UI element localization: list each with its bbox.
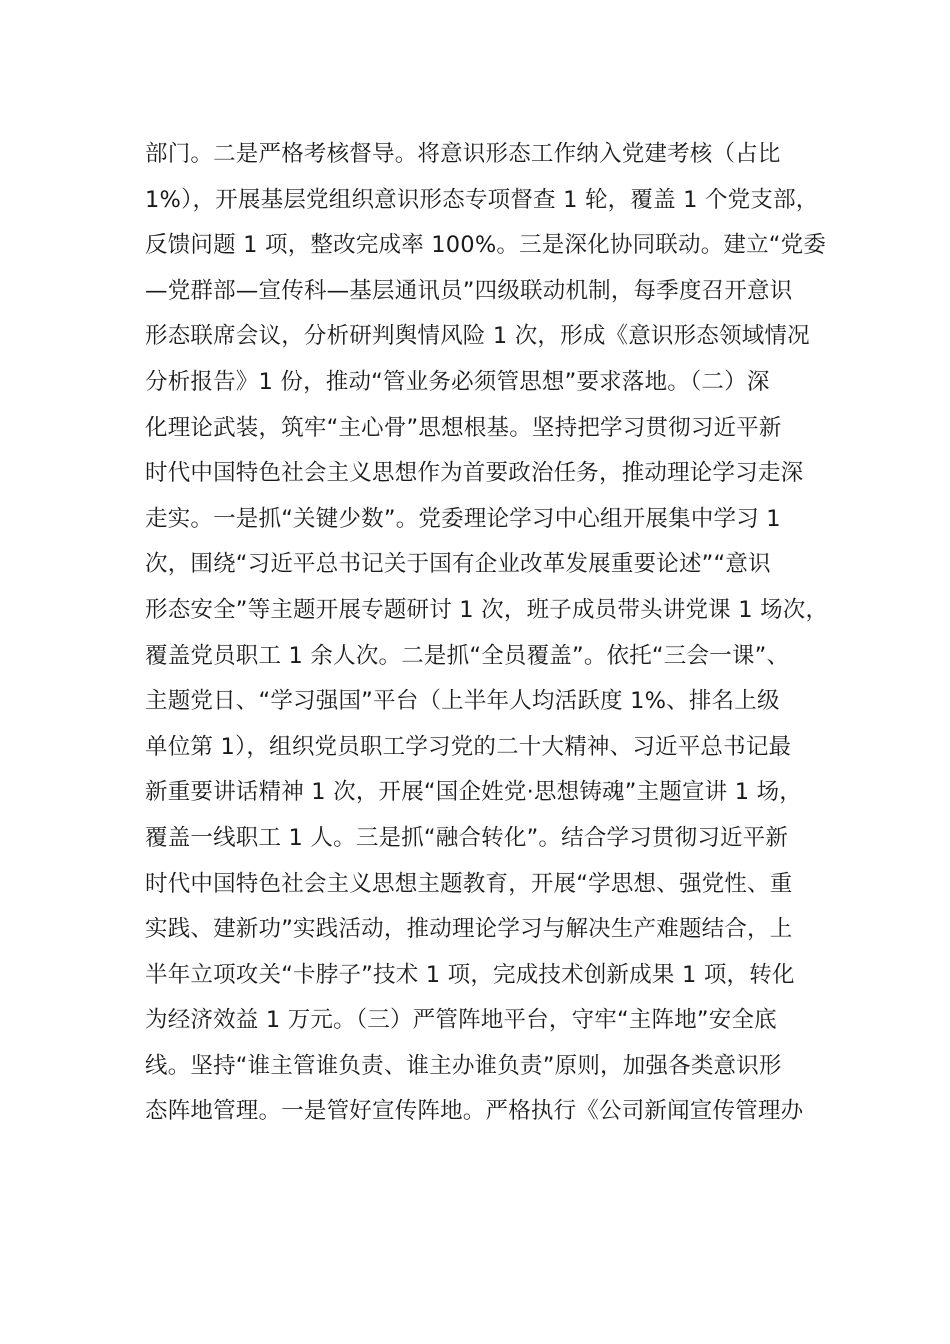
text-line: 化理论武装，筑牢“主心骨”思想根基。坚持把学习贯彻习近平新 [145, 414, 782, 441]
text-line: 时代中国特色社会主义思想作为首要政治任务，推动理论学习走深 [145, 460, 804, 487]
text-line: 次，围绕“习近平总书记关于国有企业改革发展重要论述”“意识 [145, 551, 771, 578]
text-line: 形态安全”等主题开展专题研讨 1 次，班子成员带头讲党课 1 场次， [145, 596, 829, 623]
text-line: 线。坚持“谁主管谁负责、谁主办谁负责”原则，加强各类意识形 [145, 1052, 782, 1079]
text-line: 时代中国特色社会主义思想主题教育，开展“学思想、强党性、重 [145, 870, 793, 897]
text-line: 1%），开展基层党组织意识形态专项督查 1 轮，覆盖 1 个党支部， [145, 186, 819, 213]
text-line: 分析报告》1 份，推动“管业务必须管思想”要求落地。（二）深 [145, 368, 770, 395]
text-line: 部门。二是严格考核督导。将意识形态工作纳入党建考核（占比 [145, 141, 781, 167]
text-line: 反馈问题 1 项，整改完成率 100%。三是深化协同联动。建立“党委 [145, 232, 827, 259]
text-line: 覆盖一线职工 1 人。三是抓“融合转化”。结合学习贯彻习近平新 [145, 824, 789, 851]
body-text [145, 132, 835, 1135]
text-line: 半年立项攻关“卡脖子”技术 1 项，完成技术创新成果 1 项，转化 [145, 961, 795, 988]
text-line: 主题党日、“学习强国”平台（上半年人均活跃度 1%、排名上级 [145, 688, 780, 715]
text-line: 态阵地管理。一是管好宣传阵地。严格执行《公司新闻宣传管理办 [145, 1098, 804, 1125]
text-line: —党群部—宣传科—基层通讯员”四级联动机制，每季度召开意识 [145, 277, 793, 304]
text-line: 形态联席会议，分析研判舆情风险 1 次，形成《意识形态领域情况 [145, 323, 810, 350]
text-line: 走实。一是抓“关键少数”。党委理论学习中心组开展集中学习 1 [145, 505, 781, 532]
text-line: 为经济效益 1 万元。（三）严管阵地平台，守牢“主阵地”安全底 [145, 1007, 777, 1034]
text-line: 覆盖党员职工 1 余人次。二是抓“全员覆盖”。依托“三会一课”、 [145, 642, 790, 669]
text-line: 新重要讲话精神 1 次，开展“国企姓党·思想铸魂”主题宣讲 1 场， [145, 779, 803, 806]
text-line: 单位第 1），组织党员职工学习党的二十大精神、习近平总书记最 [145, 733, 792, 760]
text-line: 实践、建新功”实践活动，推动理论学习与解决生产难题结合，上 [145, 916, 793, 943]
